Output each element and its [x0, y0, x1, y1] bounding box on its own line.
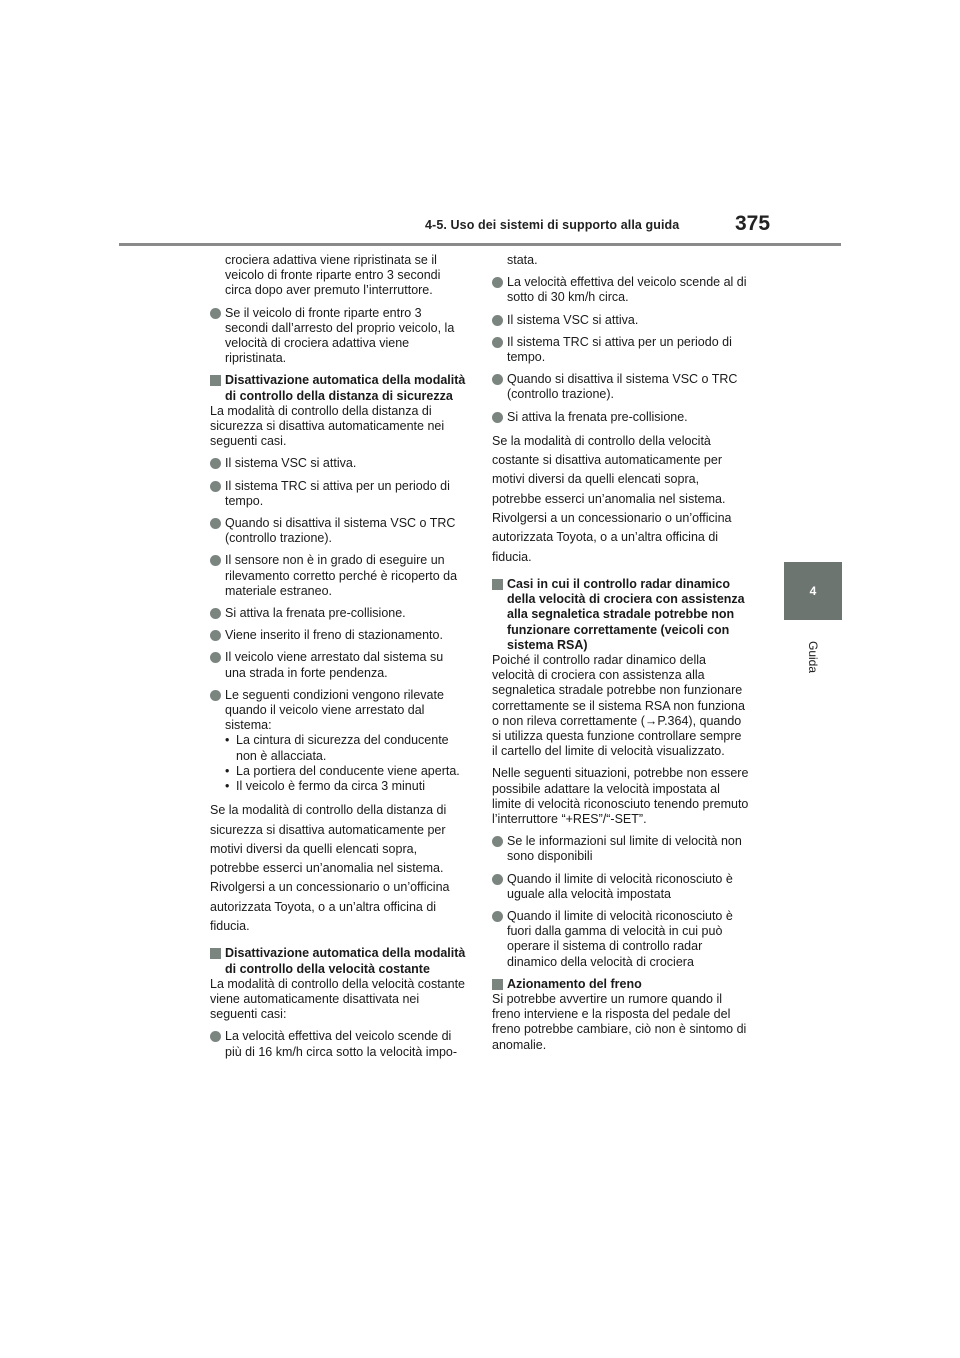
bullet-icon	[492, 337, 503, 348]
list-item-text: La velocità effettiva del veicolo scende al di sotto di 30 km/h circa.	[507, 275, 747, 305]
bullet-icon	[492, 874, 503, 885]
sub-bullet-marker: •	[225, 779, 230, 794]
list-item-text: Se il veicolo di fronte riparte entro 3 secondi dall’arresto del proprio veicolo, la velocità di crociera adattiva viene ripristinata.	[225, 305, 455, 366]
list-item	[492, 834, 749, 864]
list-item-text: Il veicolo viene arrestato dal sistema su una strada in forte pendenza.	[225, 650, 444, 680]
section-heading	[492, 577, 749, 653]
list-item-text: Se le informazioni sul limite di velocità non sono disponibili	[507, 834, 742, 864]
section-heading	[492, 977, 749, 992]
left-column	[210, 253, 467, 1067]
list-item	[210, 650, 467, 680]
heading-text: Azionamento del freno	[507, 976, 642, 991]
sub-item	[225, 779, 467, 794]
sub-bullet-marker: •	[225, 763, 230, 778]
paragraph: Si potrebbe avvertire un rumore quando il freno interviene e la risposta del pedale del freno potrebbe cambiare, ciò non è sintomo di anomalie.	[492, 991, 747, 1052]
list-item	[492, 313, 749, 328]
sub-item-text: La portiera del conducente viene aperta.	[236, 763, 460, 778]
paragraph: Poiché il controllo radar dinamico della velocità di crociera con assistenza alla segnaletica stradale potrebbe non funzionare correttamente se il sistema RSA non funziona o non rileva correttamente (→P.364), quando si utilizza questa funzione controllare sempre il cartello del limite di velocità visualizzato.	[492, 652, 745, 759]
bullet-icon	[210, 481, 221, 492]
continued-text: crociera adattiva viene ripristinata se il veicolo di fronte riparte entro 3 secondi circa dopo aver premuto l’interruttore.	[225, 253, 441, 298]
sub-bullet-marker: •	[225, 733, 230, 748]
sub-item-text: La cintura di sicurezza del conducente non è allacciata.	[236, 733, 449, 763]
bullet-icon	[210, 630, 221, 641]
list-item	[492, 410, 749, 425]
bullet-icon	[492, 412, 503, 423]
heading-text: Disattivazione automatica della modalità di controllo della velocità costante	[225, 946, 466, 976]
sub-item-text: Il veicolo è fermo da circa 3 minuti	[236, 779, 425, 794]
bullet-icon	[210, 1031, 221, 1042]
list-item-text: Il sistema TRC si attiva per un periodo di tempo.	[507, 334, 732, 365]
list-item	[210, 628, 467, 643]
list-item-text: Quando il limite di velocità riconosciuto è fuori dalla gamma di velocità in cui può operare il sistema di controllo radar dinamico della velocità di crociera	[507, 908, 733, 969]
list-item-text: Le seguenti condizioni vengono rilevate quando il veicolo viene arrestato dal sistema:	[225, 687, 444, 733]
list-item	[492, 372, 749, 402]
square-bullet-icon	[210, 375, 221, 386]
list-item	[210, 606, 467, 621]
list-item-text: Quando si disattiva il sistema VSC o TRC (controllo trazione).	[507, 372, 738, 402]
bullet-icon	[492, 374, 503, 385]
list-item	[492, 909, 749, 970]
paragraph: Nelle seguenti situazioni, potrebbe non essere possibile adattare la velocità impostata al limite di velocità riconosciuto tenendo premuto l’interruttore “+RES”/“-SET”.	[492, 766, 749, 826]
bullet-icon	[492, 911, 503, 922]
list-item	[210, 1029, 467, 1059]
list-item-text: Si attiva la frenata pre-collisione.	[225, 606, 406, 621]
paragraph: La modalità di controllo della distanza di sicurezza si disattiva automaticamente nei seguenti casi.	[210, 403, 445, 449]
list-item-text: Si attiva la frenata pre-collisione.	[507, 409, 688, 424]
bullet-icon	[492, 836, 503, 847]
heading-text: Disattivazione automatica della modalità di controllo della distanza di sicurezza	[225, 373, 466, 403]
paragraph: Se la modalità di controllo della distanza di sicurezza si disattiva automaticamente per motivi diversi da quelli elencati sopra, potrebbe esserci un’anomalia nel sistema. Rivolgersi a un concessionario o un’officina autorizzata Toyota, o a un’altra officina di fiducia.	[210, 803, 450, 934]
list-item	[492, 872, 749, 902]
list-item-text: Il sistema VSC si attiva.	[225, 456, 357, 471]
list-item	[492, 335, 749, 365]
bullet-icon	[210, 308, 221, 319]
header-rule	[119, 243, 841, 246]
chapter-label: Guida	[806, 640, 820, 674]
list-item	[210, 306, 467, 367]
section-heading	[210, 373, 467, 403]
bullet-icon	[492, 277, 503, 288]
list-item-text: Quando il limite di velocità riconosciuto è uguale alla velocità impostata	[507, 871, 733, 901]
bullet-icon	[210, 652, 221, 663]
square-bullet-icon	[210, 948, 221, 959]
chapter-number: 4	[809, 584, 817, 598]
section-title: 4-5. Uso dei sistemi di supporto alla guida	[425, 218, 680, 232]
sub-item	[225, 764, 467, 779]
right-column	[492, 253, 749, 1060]
sub-item	[225, 733, 467, 763]
list-item-text: Il sensore non è in grado di eseguire un rilevamento corretto perché è ricoperto da materiale estraneo.	[225, 553, 458, 598]
list-item-text: La velocità effettiva del veicolo scende di più di 16 km/h circa sotto la velocità impo-	[225, 1029, 458, 1059]
list-item-text: Il sistema VSC si attiva.	[507, 312, 639, 327]
list-item	[210, 479, 467, 509]
bullet-icon	[210, 458, 221, 469]
list-item-text: Viene inserito il freno di stazionamento.	[225, 628, 443, 643]
section-heading	[210, 946, 467, 976]
bullet-icon	[492, 315, 503, 326]
bullet-icon	[210, 608, 221, 619]
list-item	[210, 688, 467, 794]
list-item-text: Quando si disattiva il sistema VSC o TRC (controllo trazione).	[225, 516, 456, 546]
page-number: 375	[735, 212, 771, 235]
chapter-tab	[784, 562, 842, 620]
paragraph: La modalità di controllo della velocità costante viene automaticamente disattivata nei seguenti casi:	[210, 976, 466, 1022]
square-bullet-icon	[492, 579, 503, 590]
heading-text: Casi in cui il controllo radar dinamico della velocità di crociera con assistenza alla segnaletica stradale potrebbe non funzionare correttamente (veicoli con sistema RSA)	[507, 576, 745, 652]
continued-text: stata.	[507, 253, 538, 267]
list-item	[210, 456, 467, 471]
bullet-icon	[210, 518, 221, 529]
list-item	[210, 553, 467, 599]
bullet-icon	[210, 690, 221, 701]
list-item	[492, 275, 749, 305]
list-item-text: Il sistema TRC si attiva per un periodo di tempo.	[225, 478, 450, 508]
bullet-icon	[210, 555, 221, 566]
square-bullet-icon	[492, 979, 503, 990]
paragraph: Se la modalità di controllo della velocità costante si disattiva automaticamente per motivi diversi da quelli elencati sopra, potrebbe esserci un’anomalia nel sistema. Rivolgersi a un concessionario o un’officina autorizzata Toyota, o a un’altra officina di fiducia.	[492, 433, 732, 564]
list-item	[210, 516, 467, 546]
